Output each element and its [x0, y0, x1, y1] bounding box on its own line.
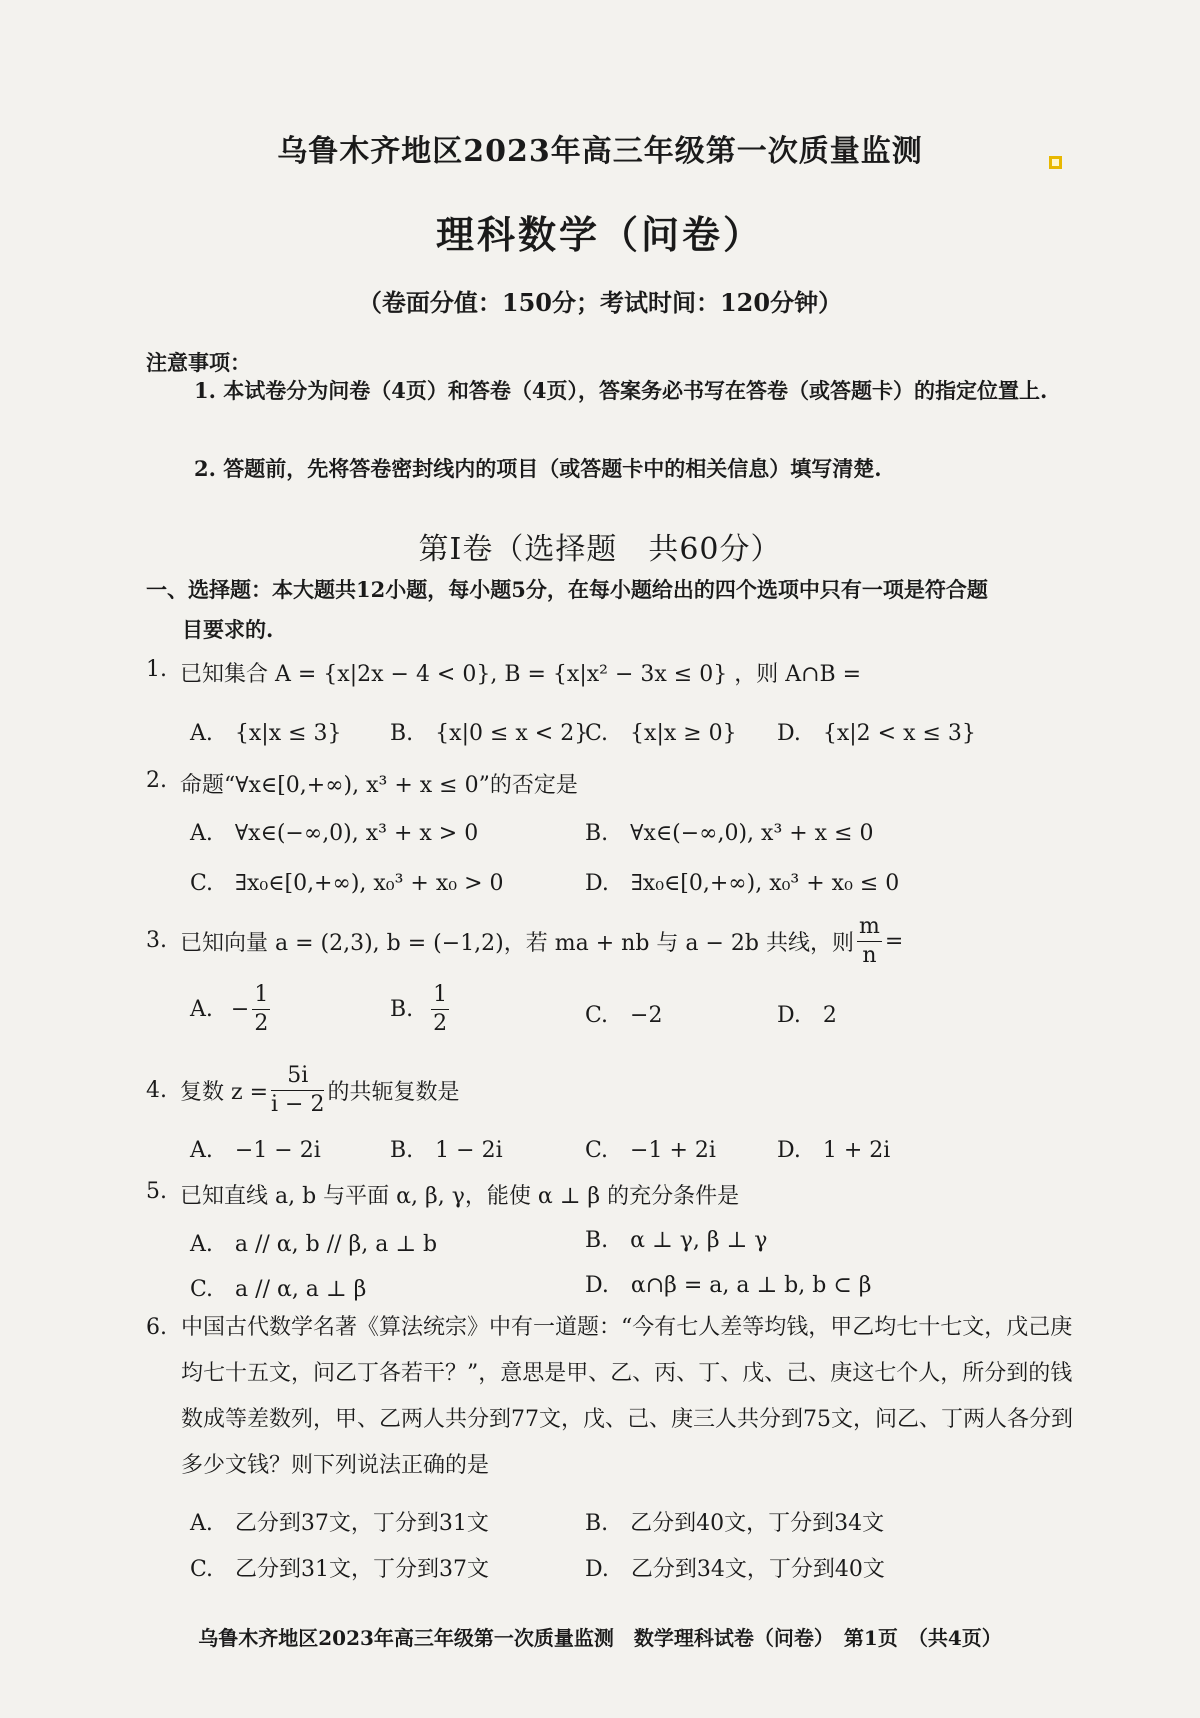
fraction-numerator: m [857, 916, 882, 942]
question-number: 1. [146, 657, 167, 682]
option-c: C. a // α, a ⊥ β [190, 1277, 367, 1302]
fraction-numerator: 5i [271, 1065, 324, 1091]
question-stem [180, 1062, 459, 1118]
option-label: B. [390, 997, 414, 1022]
option-b: B. 乙分到40文，丁分到34文 [585, 1511, 885, 1536]
option-d: D. 2 [777, 1003, 837, 1028]
section-instruction [146, 570, 1086, 650]
fraction-denominator: n [862, 942, 877, 968]
option-b: B. {x|0 ≤ x < 2} [390, 721, 589, 746]
note-item: 1. 本试卷分为问卷（4页）和答卷（4页），答案务必书写在答卷（或答题卡）的指定位置上. [194, 378, 1048, 403]
option-c: C. {x|x ≥ 0} [585, 721, 737, 746]
option-d: D. 1 + 2i [777, 1138, 891, 1163]
page-footer: 乌鲁木齐地区2023年高三年级第一次质量监测 数学理科试卷（问卷） 第1页 （共4页） [198, 1626, 1002, 1650]
question-stem: 中国古代数学名著《算法统宗》中有一道题：“今有七人差等均钱，甲乙均七十七文，戊己庚均七十五文，问乙丁各若干？”，意思是甲、乙、丙、丁、戊、己、庚这七个人，所分到的钱数成等差数列，甲、乙两人共分到77文，戊、己、庚三人共分到75文，问乙、丁两人各分到多少文钱？则下列说法正确的是 [181, 1315, 1073, 1478]
question-stem: 命题“∀x∈[0,+∞), x³ + x ≤ 0”的否定是 [180, 773, 578, 798]
question-6 [146, 1305, 1086, 1489]
option-d: D. ∃x₀∈[0,+∞), x₀³ + x₀ ≤ 0 [585, 871, 900, 896]
fraction-half [252, 984, 270, 1035]
fraction-numerator: 1 [431, 984, 449, 1010]
stem-text: 已知向量 a = (2,3), b = (−1,2)，若 ma + nb 与 a − 2b 共线，则 [180, 930, 854, 956]
option-c: C. 乙分到31文，丁分到37文 [190, 1557, 490, 1582]
exam-title: 乌鲁木齐地区2023年高三年级第一次质量监测 [277, 134, 923, 169]
fraction-half [431, 984, 449, 1035]
question-number: 5. [146, 1179, 167, 1204]
option-c: C. −1 + 2i [585, 1138, 716, 1163]
fraction-denominator: 2 [433, 1011, 448, 1036]
section-title: 第Ⅰ卷（选择题 共60分） [418, 532, 782, 567]
question-number: 2. [146, 768, 167, 793]
note-item: 2. 答题前，先将答卷密封线内的项目（或答题卡中的相关信息）填写清楚. [194, 456, 882, 481]
stem-text: 的共轭复数是 [327, 1079, 460, 1105]
question-stem: 已知直线 a, b 与平面 α, β, γ，能使 α ⊥ β 的充分条件是 [180, 1184, 740, 1209]
option-b [390, 984, 452, 1035]
option-label: A. [190, 997, 213, 1022]
option-a: A. ∀x∈(−∞,0), x³ + x > 0 [190, 821, 479, 846]
notes-heading: 注意事项： [146, 350, 251, 375]
instruction-line: 目要求的. [182, 617, 274, 642]
question-stem: 已知集合 A = {x|2x − 4 < 0}, B = {x|x² − 3x ≤ 0} ，则 A∩B = [180, 662, 862, 687]
option-a: A. {x|x ≤ 3} [190, 721, 342, 746]
question-number: 3. [146, 928, 167, 953]
fraction-numerator: 1 [252, 984, 270, 1010]
fraction-m-over-n [857, 913, 882, 968]
fraction [271, 1062, 325, 1117]
stem-text: 复数 z = [180, 1079, 269, 1105]
exam-meta: （卷面分值：150分；考试时间：120分钟） [357, 288, 843, 317]
exam-subtitle: 理科数学（问卷） [435, 212, 764, 257]
instruction-line: 一、选择题：本大题共12小题，每小题5分，在每小题给出的四个选项中只有一项是符合题 [146, 577, 988, 602]
option-b: B. ∀x∈(−∞,0), x³ + x ≤ 0 [585, 821, 874, 846]
question-number: 6. [146, 1315, 167, 1340]
option-d: D. α∩β = a, a ⊥ b, b ⊂ β [585, 1273, 872, 1298]
option-a [190, 984, 273, 1035]
option-d: D. {x|2 < x ≤ 3} [777, 721, 976, 746]
option-c: C. −2 [585, 1003, 663, 1028]
option-d: D. 乙分到34文，丁分到40文 [585, 1557, 885, 1582]
option-b: B. α ⊥ γ, β ⊥ γ [585, 1228, 768, 1253]
fraction-denominator: 2 [254, 1011, 269, 1036]
option-a: A. a // α, b // β, a ⊥ b [190, 1232, 438, 1257]
question-stem [180, 913, 903, 969]
fraction-denominator: i − 2 [271, 1091, 325, 1117]
option-c: C. ∃x₀∈[0,+∞), x₀³ + x₀ > 0 [190, 871, 504, 896]
option-a: A. −1 − 2i [190, 1138, 321, 1163]
option-b: B. 1 − 2i [390, 1138, 503, 1163]
minus-sign: − [230, 997, 250, 1022]
option-a: A. 乙分到37文，丁分到31文 [190, 1511, 489, 1536]
stem-tail: = [884, 928, 904, 954]
question-number: 4. [146, 1078, 167, 1103]
